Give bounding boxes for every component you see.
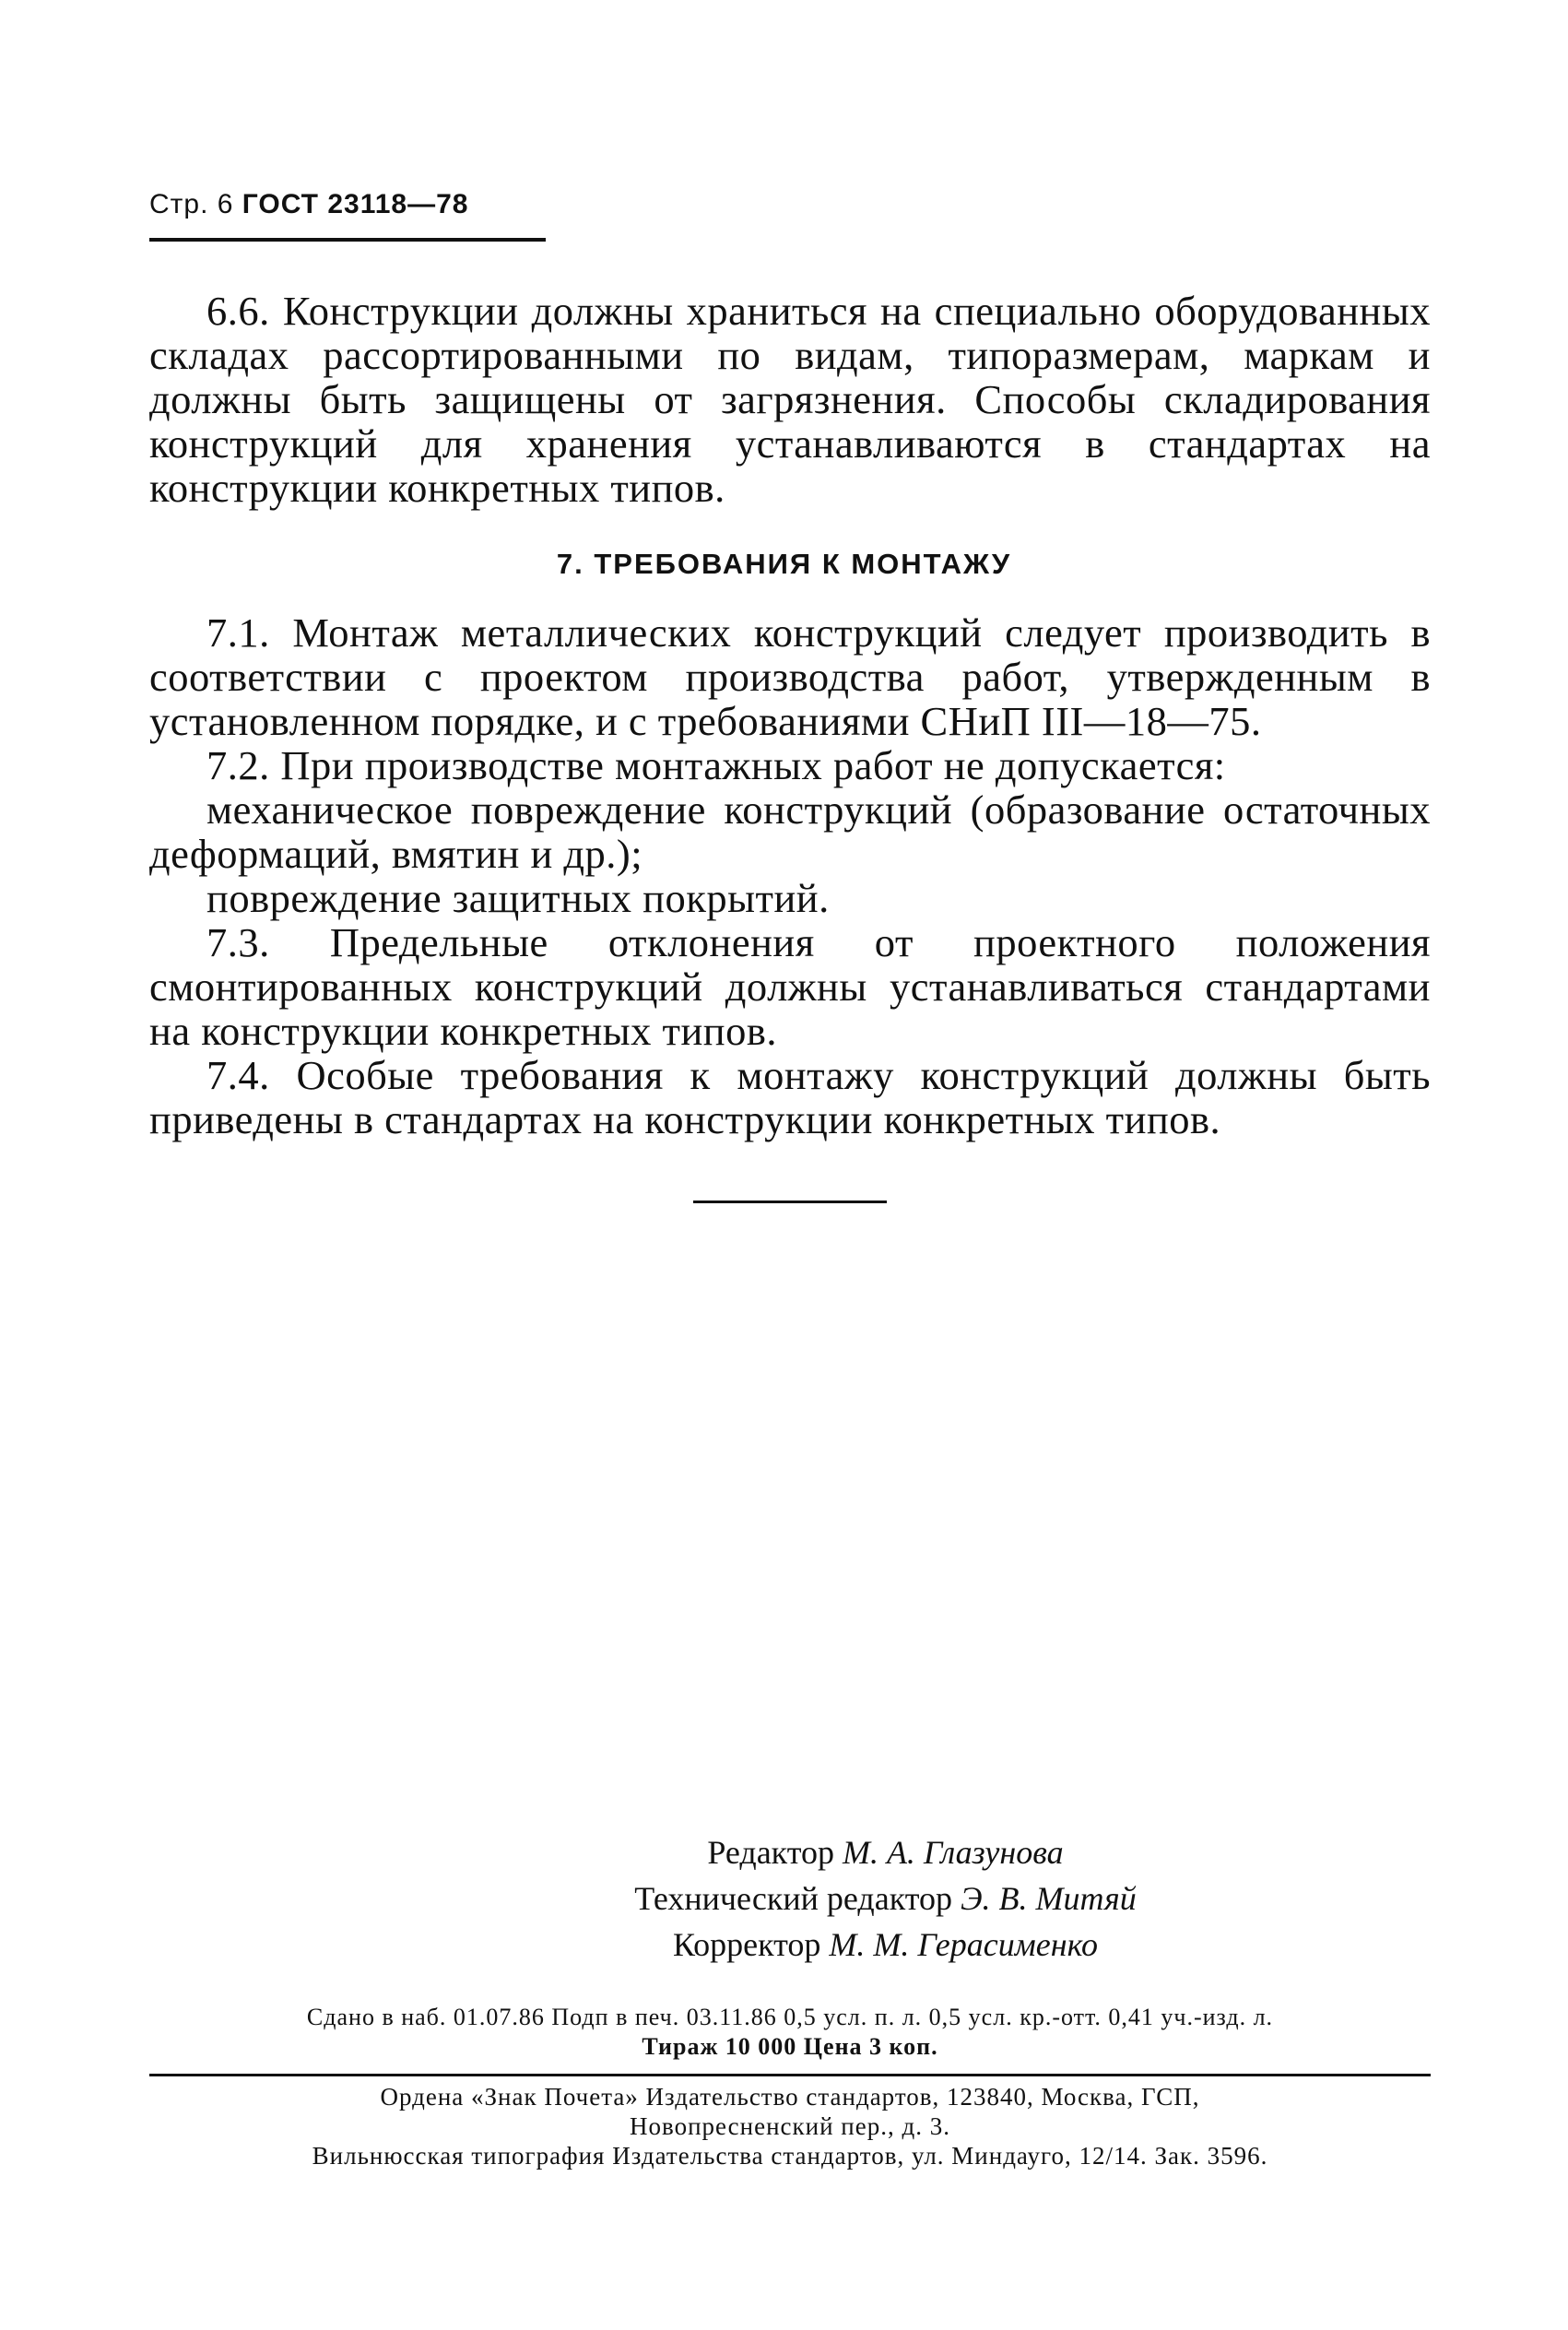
tech-editor-name: Э. В. Митяй bbox=[960, 1880, 1137, 1917]
tech-editor-credit bbox=[203, 1875, 1568, 1922]
page-header bbox=[149, 186, 546, 242]
print-details bbox=[149, 2003, 1431, 2062]
editor-role: Редактор bbox=[707, 1834, 834, 1871]
standard-designation: ГОСТ 23118—78 bbox=[242, 189, 469, 219]
end-of-text-rule bbox=[693, 1200, 887, 1203]
section-7-title: 7. ТРЕБОВАНИЯ К МОНТАЖУ bbox=[556, 548, 1012, 580]
paragraph-7-4: 7.4. Особые требования к монтажу конструкций должны быть приведены в стандартах на конструкции конкретных типов. bbox=[149, 1052, 1431, 1142]
corrector-name: М. М. Герасименко bbox=[829, 1926, 1099, 1963]
editor-name: М. А. Глазунова bbox=[842, 1834, 1064, 1871]
corrector-role: Корректор bbox=[672, 1926, 821, 1963]
tech-editor-role: Технический редактор bbox=[634, 1880, 952, 1917]
paragraph-7-2-item-1: механическое повреждение конструкций (образование остаточных деформаций, вмятин и др.); bbox=[149, 787, 1431, 877]
publisher-line: Ордена «Знак Почета» Издательство стандартов, 123840, Москва, ГСП, bbox=[380, 2083, 1200, 2111]
circulation-price-line: Тираж 10 000 Цена 3 коп. bbox=[642, 2033, 938, 2060]
corrector-credit bbox=[203, 1922, 1568, 1968]
page-number-label: Стр. 6 bbox=[149, 189, 234, 219]
credits-block bbox=[0, 1829, 1568, 1968]
publisher-imprint bbox=[149, 2082, 1431, 2170]
imprint-rule bbox=[149, 2074, 1431, 2076]
paragraph-6-6: 6.6. Конструкции должны храниться на специально оборудованных складах рассортированными по видам, типоразмерам, маркам и должны быть защищены от загрязнения. Способы складирования конструкций для хранения устанавливаются в стандартах на конструкции конкретных типов. bbox=[149, 288, 1431, 511]
paragraph-7-2: 7.2. При производстве монтажных работ не допускается: bbox=[206, 742, 1226, 788]
paragraph-7-2-item-2: повреждение защитных покрытий. bbox=[206, 875, 830, 921]
print-dates-line: Сдано в наб. 01.07.86 Подп в печ. 03.11.86 0,5 усл. п. л. 0,5 усл. кр.-отт. 0,41 уч.-изд. л. bbox=[306, 2004, 1274, 2030]
section-7-text bbox=[149, 610, 1431, 1141]
printing-house-line: Вильнюсская типография Издательства стандартов, ул. Миндауго, 12/14. Зак. 3596. bbox=[312, 2142, 1268, 2170]
paragraph-7-1: 7.1. Монтаж металлических конструкций следует производить в соответствии с проектом производства работ, утвержденным в установленном порядке, и с требованиями СНиП III—18—75. bbox=[149, 609, 1431, 744]
section-6-text bbox=[149, 289, 1431, 510]
publisher-address-line: Новопресненский пер., д. 3. bbox=[630, 2112, 950, 2140]
paragraph-7-3: 7.3. Предельные отклонения от проектного положения смонтированных конструкций должны устанавливаться стандартами на конструкции конкретных типов. bbox=[149, 919, 1431, 1054]
editor-credit bbox=[203, 1829, 1568, 1875]
header-line bbox=[149, 186, 546, 223]
header-rule bbox=[149, 238, 546, 242]
